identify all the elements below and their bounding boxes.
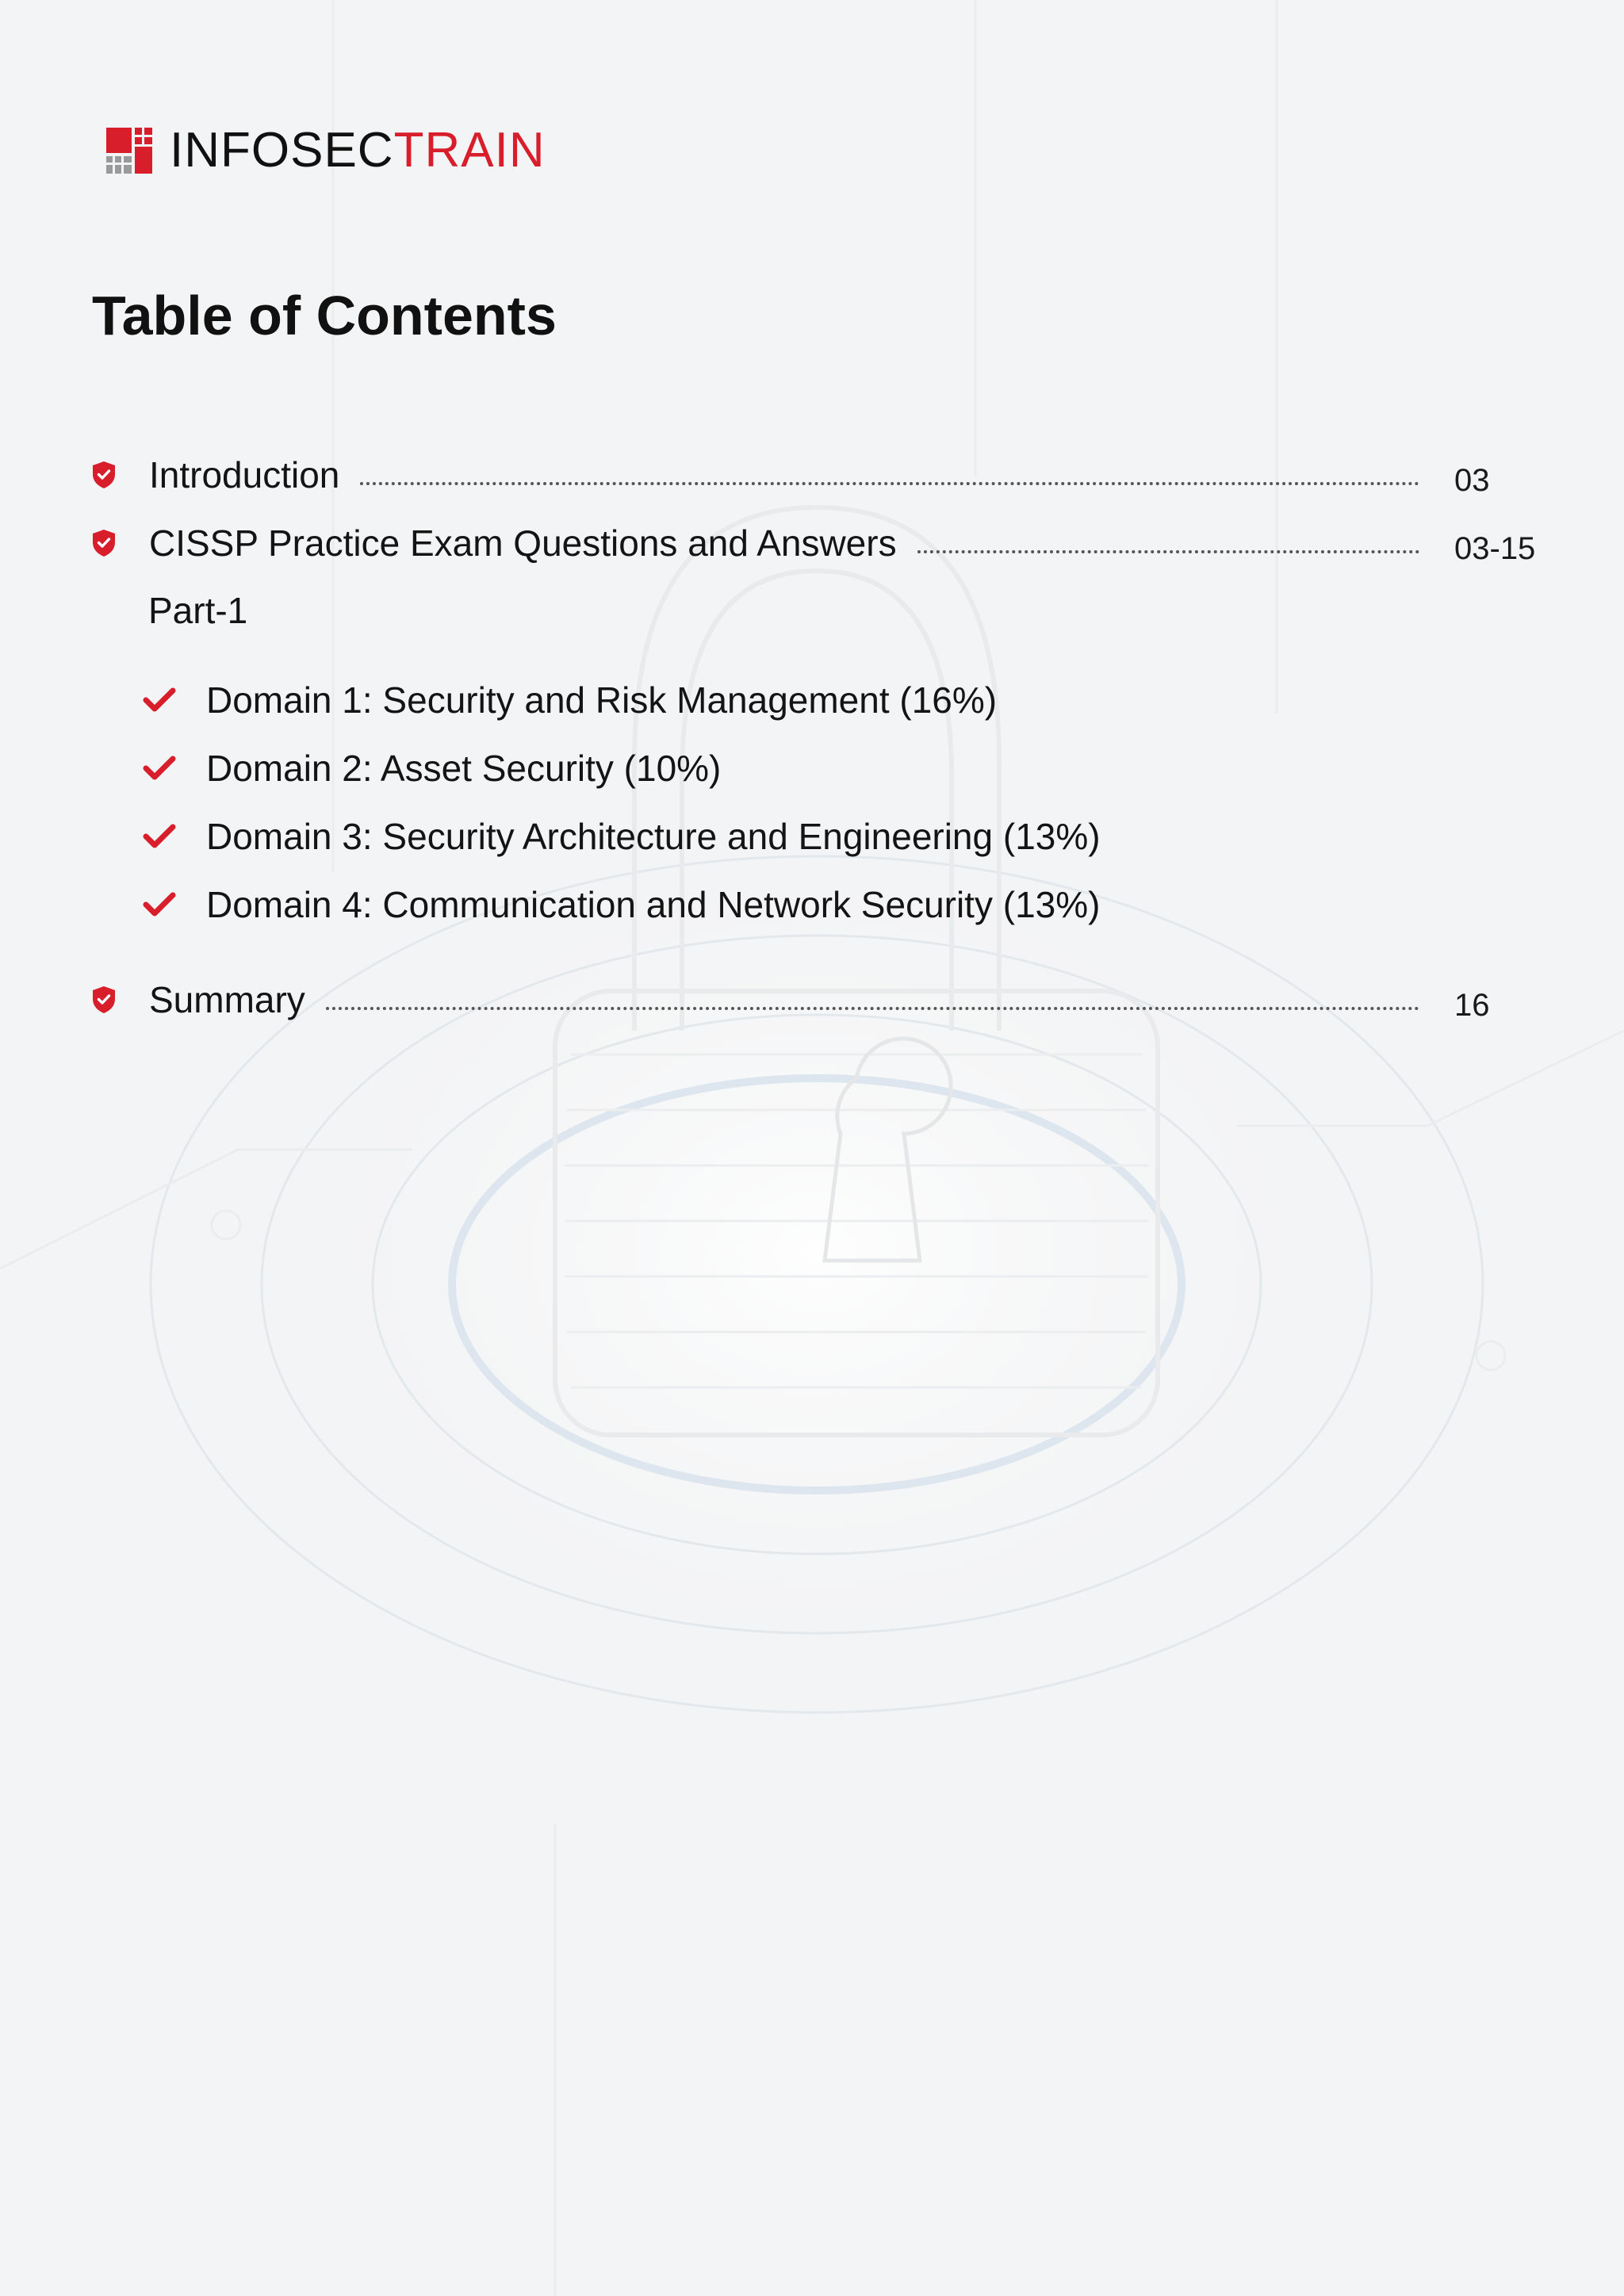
toc-domain-item[interactable] (143, 672, 997, 728)
toc-page-number: 03 (1454, 462, 1490, 498)
toc-entry-summary[interactable] (92, 972, 1553, 1027)
shield-check-icon (92, 985, 116, 1014)
toc-label-continuation: Part-1 (148, 590, 248, 631)
brand-logo (106, 123, 546, 178)
toc-label: Introduction (149, 454, 340, 496)
toc-domain-item[interactable] (143, 740, 721, 796)
logo-mark-icon (106, 128, 152, 174)
toc-domain-label: Domain 2: Asset Security (10%) (206, 748, 722, 789)
toc-domain-item[interactable] (143, 809, 1101, 864)
brand-name-part1: INFOSEC (170, 123, 394, 178)
toc-label: CISSP Practice Exam Questions and Answers (149, 522, 897, 564)
dot-leader (360, 482, 1419, 485)
shield-check-icon (92, 461, 116, 489)
checkmark-icon (143, 755, 176, 782)
page-title: Table of Contents (92, 285, 557, 346)
toc-label: Summary (149, 979, 305, 1020)
brand-name-part2: TRAIN (393, 123, 546, 178)
toc-domain-label: Domain 4: Communication and Network Security (13%) (206, 884, 1101, 925)
checkmark-icon (143, 823, 176, 850)
toc-page-number: 16 (1454, 987, 1490, 1023)
shield-check-icon (92, 529, 116, 557)
checkmark-icon (143, 891, 176, 918)
toc-domain-item[interactable] (143, 877, 1100, 932)
checkmark-icon (143, 687, 176, 714)
dot-leader (326, 1007, 1419, 1010)
dot-leader (917, 550, 1419, 553)
toc-domain-label: Domain 3: Security Architecture and Engineering (13%) (206, 816, 1101, 857)
toc-page-number: 03-15 (1454, 530, 1536, 566)
toc-entry-cissp-practice[interactable] (92, 515, 1553, 571)
toc-entry-introduction[interactable] (92, 447, 1553, 503)
toc-domain-label: Domain 1: Security and Risk Management (16%) (206, 679, 998, 721)
brand-name (170, 123, 546, 178)
